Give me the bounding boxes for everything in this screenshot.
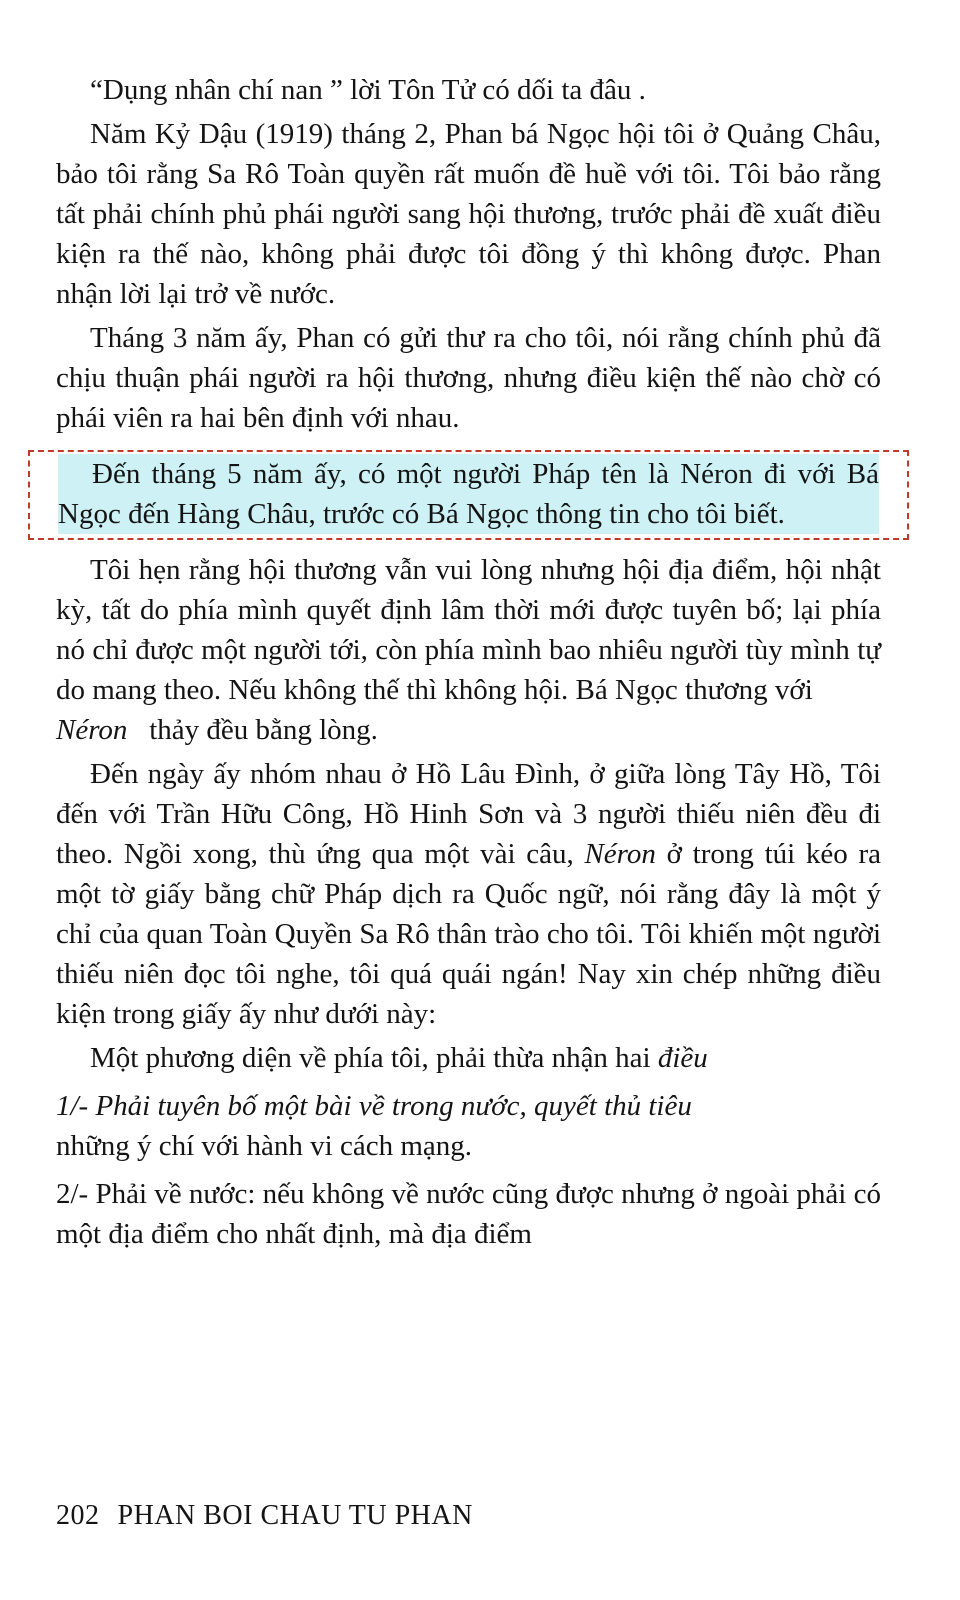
running-title: PHAN BOI CHAU TU PHAN (117, 1500, 473, 1531)
paragraph-text: thảy đều bằng lòng. (149, 714, 378, 746)
condition-item-1 (56, 1086, 881, 1166)
paragraph-highlighted-neron: Đến tháng 5 năm ấy, có một người Pháp tên là Néron đi với Bá Ngọc đến Hàng Châu, trước có Bá Ngọc thông tin cho tôi biết. (58, 454, 879, 534)
name-neron: Néron (584, 838, 656, 870)
paragraph-ho-lau-dinh (56, 754, 881, 1034)
paragraph-text: ở trong túi kéo ra một tờ giấy bằng chữ Pháp dịch ra Quốc ngữ, nói rằng đây là một ý chỉ của quan Toàn Quyền Sa Rô thân trào cho tôi. Tôi khiến một người thiếu niên đọc tôi nghe, tôi quá quái ngán! Nay xin chép những điều kiện trong giấy ấy như dưới này: (56, 838, 882, 1030)
paragraph-hen-hoi-thuong (56, 550, 881, 750)
highlighted-region (28, 450, 909, 540)
condition-item-1-italic: 1/- Phải tuyên bố một bài về trong nước, quyết thủ tiêu (56, 1090, 692, 1122)
paragraph-quote: “Dụng nhân chí nan ” lời Tôn Tử có dối ta đâu . (90, 74, 646, 106)
condition-item-1-rest: những ý chí với hành vi cách mạng. (56, 1130, 473, 1162)
italic-word: điều (657, 1042, 708, 1074)
name-neron: Néron (56, 714, 128, 746)
paragraph-text: Đến ngày ấy nhóm nhau ở Hồ Lâu Đình, ở giữa lòng Tây Hồ, Tôi đến với Trần Hữu Công, Hồ Hinh Sơn và 3 người thiếu niên đều đi theo. Ngồi xong, thù ứng qua một vài câu, (56, 758, 881, 870)
paragraph-text: Tôi hẹn rằng hội thương vẫn vui lòng nhưng hội địa điểm, hội nhật kỳ, tất do phía mình quyết định lâm thời mới được tuyên bố; lại phía nó chỉ được một người tới, còn phía mình bao nhiêu người tùy mình tự do mang theo. Nếu không thế thì không hội. Bá Ngọc thương với (56, 554, 881, 706)
page-footer (56, 1500, 491, 1532)
paragraph-1919: Năm Kỷ Dậu (1919) tháng 2, Phan bá Ngọc hội tôi ở Quảng Châu, bảo tôi rằng Sa Rô Toàn quyền rất muốn đề huề với tôi. Tôi bảo rằng tất phải chính phủ phái người sang hội thương, trước phải đề xuất điều kiện ra thế nào, không phải được tôi đồng ý thì không được. Phan nhận lời lại trở về nước. (56, 118, 881, 310)
paragraph-text: Một phương diện về phía tôi, phải thừa nhận hai (90, 1042, 651, 1074)
paragraph-thang-3: Tháng 3 năm ấy, Phan có gửi thư ra cho tôi, nói rằng chính phủ đã chịu thuận phái người ra hội thương, nhưng điều kiện thế nào chờ có phái viên ra hai bên định với nhau. (56, 322, 881, 434)
page-number: 202 (56, 1500, 100, 1531)
paragraph-phuong-dien (56, 1038, 881, 1078)
body-text (56, 70, 881, 1254)
condition-item-2: 2/- Phải về nước: nếu không về nước cũng được nhưng ở ngoài phải có một địa điểm cho nhất định, mà địa điểm (56, 1178, 881, 1250)
